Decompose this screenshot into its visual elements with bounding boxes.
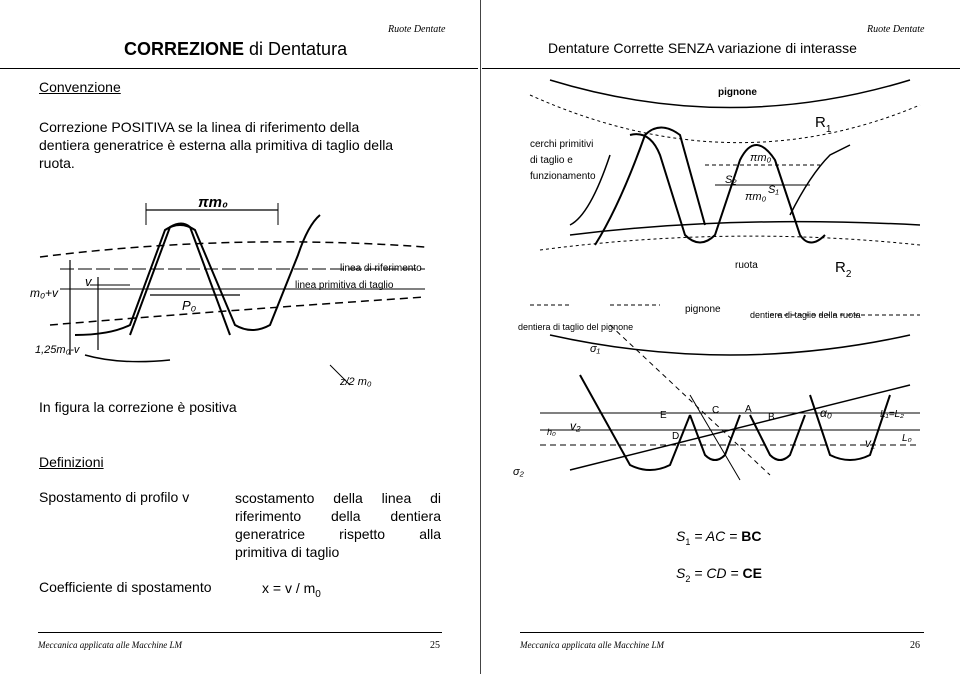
label-alpha0: α₀ <box>820 406 832 420</box>
def1-line-1: scostamento della linea di <box>235 490 441 506</box>
label-D: D <box>672 431 680 442</box>
label-pi-m0: πm₀ <box>198 194 228 211</box>
page-26 <box>482 0 960 674</box>
def2-desc <box>262 580 321 600</box>
equation-s2: $S_2$ = CD = CE <box>676 565 762 584</box>
correzione-text <box>39 118 393 172</box>
label-linea-riferimento: linea di riferimento <box>340 263 422 274</box>
label-cerchi-3: funzionamento <box>530 171 596 182</box>
label-v1: v₁ <box>865 436 875 450</box>
title-rest: di Dentatura <box>244 39 348 59</box>
label-p0: P₀ <box>182 298 197 313</box>
label-ruota: ruota <box>735 260 758 271</box>
label-pignone-mid: pignone <box>685 304 721 315</box>
def1-desc <box>235 489 441 561</box>
equation-s1: $S_1$ = AC = BC <box>676 528 762 547</box>
running-head-right: Ruote Dentate <box>867 24 925 35</box>
gear-mesh-figure <box>510 75 930 490</box>
def1-line-2: riferimento della dentiera <box>235 508 441 524</box>
def2-sub: 0 <box>315 588 321 600</box>
label-pi-m0-a: πm₀ <box>750 152 772 164</box>
page-number-left: 25 <box>430 640 440 651</box>
label-dentiera-ruota: dentiera di taglio della ruota <box>750 310 861 320</box>
correzione-line-3: ruota. <box>39 155 75 171</box>
running-head-left: Ruote Dentate <box>388 24 446 35</box>
figure-caption: In figura la correzione è positiva <box>39 399 237 415</box>
label-l0: L₀ <box>902 433 912 444</box>
def1-line-3: generatrice rispetto alla <box>235 526 441 542</box>
label-l1l2: L₁=L₂ <box>880 409 904 420</box>
label-h0: h₀ <box>547 427 556 437</box>
label-A: A <box>745 404 752 415</box>
label-cerchi-2: di taglio e <box>530 155 573 166</box>
convenzione-heading: Convenzione <box>39 79 121 95</box>
label-r2: $R_2$ <box>835 259 852 280</box>
label-s2: S₂ <box>725 174 737 186</box>
correzione-line-2: dentiera generatrice è esterna alla primitiva di taglio della <box>39 137 394 153</box>
title-bold: CORREZIONE <box>124 39 245 59</box>
page-number-right: 26 <box>910 640 920 651</box>
label-v: v <box>85 274 92 289</box>
page-divider <box>480 0 481 674</box>
label-sigma2: σ₂ <box>513 466 524 478</box>
page-title <box>124 39 347 60</box>
footer-right: Meccanica applicata alle Macchine LM <box>520 640 664 650</box>
label-r1: $R_1$ <box>815 114 832 135</box>
footer-left: Meccanica applicata alle Macchine LM <box>38 640 182 650</box>
label-m0v: m₀+v <box>30 286 59 300</box>
label-E: E <box>660 410 667 421</box>
label-125m0v: 1,25m₀-v <box>35 344 80 356</box>
title-rule <box>0 68 478 69</box>
def2-formula: x = v / m <box>262 580 316 596</box>
footer-rule-right <box>520 632 924 633</box>
label-pi-m0-b: πm₀ <box>745 191 767 203</box>
definizioni-heading: Definizioni <box>39 454 104 470</box>
page-title-right: Dentature Corrette SENZA variazione di interasse <box>548 40 857 56</box>
label-B: B <box>768 412 775 423</box>
label-z2m0: z/2 m₀ <box>340 376 372 388</box>
label-pignone-top: pignone <box>718 87 757 98</box>
title-rule-right <box>482 68 960 69</box>
label-dentiera-pignone: dentiera di taglio del pignone <box>518 322 634 332</box>
page-25 <box>0 0 478 674</box>
label-linea-primitiva: linea primitiva di taglio <box>295 280 394 291</box>
def1-line-4: primitiva di taglio <box>235 544 340 560</box>
label-cerchi-1: cerchi primitivi <box>530 139 594 150</box>
label-v2: v₂ <box>570 419 581 433</box>
correzione-line-1: Correzione POSITIVA se la linea di riferimento della <box>39 119 360 135</box>
label-s1: S₁ <box>768 184 779 196</box>
label-C: C <box>712 405 720 416</box>
label-sigma1: σ₁ <box>590 343 601 355</box>
rack-tooth-figure <box>30 185 450 400</box>
footer-rule-left <box>38 632 442 633</box>
def2-term: Coefficiente di spostamento <box>39 579 212 595</box>
def1-term: Spostamento di profilo v <box>39 489 190 505</box>
